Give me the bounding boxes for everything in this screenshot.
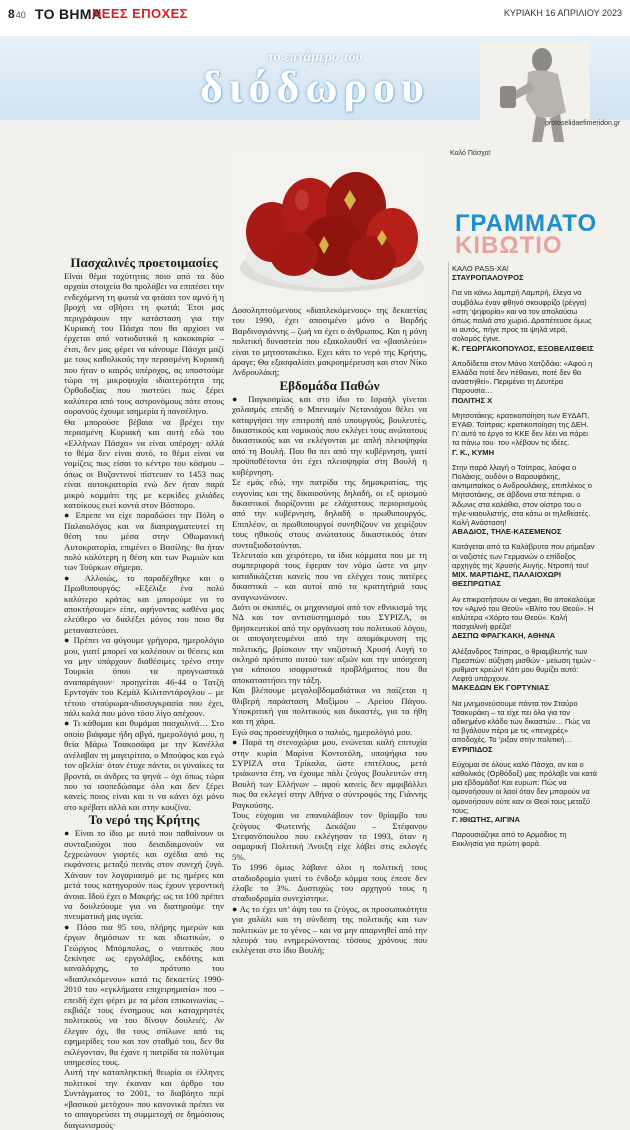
letter-signature: ΕΥΡΙΠΙΔΟΣ bbox=[452, 744, 493, 754]
statue-illustration bbox=[480, 42, 590, 142]
paragraph: ● Αλλοιώς, το παραδέχθηκε και ο Πρωθυπουργός: «Εξέλιξε ένα πολύ καλύτερο κράτος και μπορούμε να το αποκτήσουμε» είπε, αφήνοντας καθένα μας ελεύθερο να διαλέξει μόνος του ποιο θα μεταναστεύσει. bbox=[64, 572, 224, 635]
letters-column bbox=[452, 264, 597, 855]
paragraph: ● Παγκοσμίως και στο ίδιο το Ισραήλ γίνεται χαλασμός επειδή ο Μπενιαμίν Νετανιάχου θέλει να καταργήσει την επιτροπή από υπουργούς, βουλευτές, δικαστικούς και νομικούς που εκλέγει τους ανώτατους δικαστικούς και να εκλέγονται με απλή πλειοψηφία από τη Βουλή. Που θα πει από την κυβέρνηση, γιατί προϋποθέτοντα ότι έχει πλειοψηφία στη Βουλή η κυβέρνηση. bbox=[232, 393, 427, 477]
paragraph: Είναι θέμα ταχύτητας ποιο από τα δύο αρχαία στοιχεία θα προλάβει να επιπέσει την ενδεχόμενη τη φωτιά να φτάσει τον αμνό ή η βροχή να σβήσει τη φωτιά; Έτσι μας περιγράφουν την κατάσταση για την Κυριακή του Πάσχα που θα αρχίσει να έρχεται από νοτιοδυτικά η κακοκαιρία – έτσι, δεν μας φέρει να κάνουμε Πάσχα μαζί με τους καθολικούς την περασμένη Κυριακή που ήταν ο καιρός υπέροχος, ας υποστούμε τώρα τη μικροψυχία ιδιαιτερότητα της Ορθοδοξίας που πιστεύει πως ξέρει καλύτερα από τους αστρονόμους πότε στους ουρανούς έχουμε ισημερία ή πανσέληνο. bbox=[64, 271, 224, 417]
easter-eggs-photo bbox=[232, 150, 427, 300]
paragraph: ● Πόσο πια 95 του, πλήρης ημερών και έργων δημόσιων τε και ιδιωτικών, ο Γεώργιος Μπόμπολας, ο ναυτικός που ξεκίνησε ως εργολάβος, εκδότης και καναλάρχης, το πρότυπο του «διαπλεκόμενου» κατά τις δεκαετίες 1990-2010 του «εγκλήματα επιχειρηματία» που – επειδή έχει φέρει με τα μέσα επικοινωνίας – εκβιάζε τους ένσημους και καταχρηστές πολιτικούς να του δίνουν δουλειές. Αν έλεγαν όχι, θα τους σπίλωνε από τις εφημερίδες του και τον σταθμό του, δεν θα εκλέγονταν, θα έχανε η πατρίδα τα πολύτιμα υπηρεσίες τους. bbox=[64, 921, 224, 1068]
article-column-2 bbox=[232, 305, 427, 956]
letter-signature: ΑΒΑΔΙΟΣ, ΤΗΛΕ-ΚΑΣΕΜΕΝΟΣ bbox=[452, 527, 562, 537]
subheading-easter-prep: Πασχαλινές προετοιμασίες bbox=[70, 255, 218, 270]
letter-signature: ΜΙΧ. ΜΑΡΤΙΔΗΣ, ΠΑΛΑΙΟΧΩΡΙ ΘΕΣΠΡΩΤΙΑΣ bbox=[452, 570, 561, 589]
letter-signature: Γ. Κ., ΚΥΜΗ bbox=[452, 447, 495, 457]
issue-date: ΚΥΡΙΑΚΗ 16 ΑΠΡΙΛΙΟΥ 2023 bbox=[503, 8, 622, 18]
letter-text: Παρουσιάζηκε από το Αρμόδιος τη Εκκλησία για πρώτη φορά. bbox=[452, 830, 567, 849]
letter-text: ΚΑΛΟ PASS-ΧΑ! bbox=[452, 264, 509, 273]
letter-signature: ΔΕΣΠΩ ΦΡΑΓΚΑΚΗ, ΑΘΗΝΑ bbox=[452, 631, 556, 641]
letter-text: Αποδίδεται στον Μάνο Χατζιδάκι: «Αφού η Ελλάδα ποτέ δεν πέθαινει, ποτέ δεν θα αναστηθεί». Περιμένει τη Δευτέρα Παρουσία… bbox=[452, 358, 593, 396]
paragraph: ● Πρέπει να φύγουμε γρήγορα, ημερολόγιο μου, γιατί μπορεί να καλέσουν οι θέσεις και να μην υπάρχουν διαθέσιμες τρένο στην Τουρκία όπου τα προγνωστικά αναπαράγουν· προηγείται 46-44 ο Τατζή Ερντογάν του Κεμάλ Κιλιτσντάρογλου – με τέτοιο σταύρωμα-ιδιοσυγκρασία που έχει, πάλι καλά που μόνο τόσο λίγο απέχουν. bbox=[64, 635, 224, 719]
mailbox-title bbox=[455, 210, 598, 259]
paragraph: Αυτή την καταπληκτική θεωρία οι έλληνες πολιτικοί την έκαναν και άρθρο του Συντάγματος το 2001, το διαβόητο περί «βασικού μετόχου» που κανονικά πρέπει να το απαγορεύσει τη συμμετοχή σε δημόσιους διαγωνισμούς· bbox=[64, 1067, 224, 1130]
letter-entry bbox=[452, 760, 597, 824]
letter-entry bbox=[452, 463, 597, 537]
source-credit: protoselidaefimeridon.gr bbox=[545, 120, 621, 127]
paragraph: ● Παρά τη στενοχώρια μου, ενώνεται καλή επιτυχία στην κυρία Μαρίνα Κοντοτόλη, υποψήφια του ΣΥΡΙΖΑ στα Τρίκαλα, ώστε επιτέλους, μετά τριάκοντα έτη, να έχουμε πάλι ζεύγος βουλευτών στη Βουλή των Ελλήνων – αφού κανείς δεν αμφιβάλλει πως θα εκλεγεί στην Αθήνα ο σύντροφός της Γιάννης Ραγκούσης. bbox=[232, 737, 427, 810]
banner-title: διόδωρου bbox=[200, 63, 430, 112]
letter-entry bbox=[452, 411, 597, 457]
page-header bbox=[0, 0, 630, 37]
letter-text: Στην παρά λλαγή ο Τσίπρας, λούφα ο Πολάκης, ουδόνι ο Βαρουφάκης, αιντιμιπαίκος ο Ανδρουλάκης, επιπλέκος ο Μητσοτάκης, σε άβδονα στα πέπρια. ο Άδωνις στα καλάθια, στον οίστρο του ο τηλε-νιαουλιστής, στα κάτω οι τηλεθεατές. Καλή Ανάσταση! bbox=[452, 462, 592, 528]
letter-entry bbox=[452, 595, 597, 641]
page-number: 840 bbox=[8, 7, 26, 21]
paragraph: Τους εύχομαι να επαναλάβουν τον θρίαμβο του ζεύγους Φωτεινής Δεκάζου – Στέφανου Στεφανόπουλου που εκλέγησαν το 1993, όταν η σαμαρική Πολιτική Άνοιξη είχε λάβει στις εκλογές 5%. bbox=[232, 810, 427, 862]
letter-text: Για να κάνω λαμπρή Λαμπρή, έλεγα να συμβάλω έναν φθηνό σκουφρίζο (ρέγγα) «στη ‘ψηφορία» και να τον απολαύσω όπως παλιά στο χωριό. Δραπέτευσε όμως κι αυτός, πήγε προς τα ψηλά νερά, σολομός έγινε. bbox=[452, 288, 592, 344]
paragraph: ● Ας το έχει υπ’ όψη του το ζεύγος, οι προσωπικότητα για χαλάλι και τη σύνδεση της πολιτικής και των πολιτικών με το γένος – και να μην απαρνηθεί από την πλευρά του ενημερώνοντας τόσους χρόνους που εκλέγεται στο ίδιο Βουλή; bbox=[232, 903, 427, 956]
letter-entry bbox=[452, 699, 597, 754]
banner-subtitle: το επτάμερο του bbox=[267, 50, 363, 65]
letter-entry bbox=[452, 288, 597, 352]
letter-text: Κατάγεται από τα Καλάβρυτα που ρήμαξαν οι ναζιστές των Γερμανών ο επίδοξος αρχηγός της Χρυσής Αυγής. Ντροπή του! bbox=[452, 542, 595, 570]
paragraph: ● Επρεπε να είχε παραδώσει την Πόλη ο Παλαιολόγος και να διαπραγματευτεί τη θέση του μέσα στην Οθωμανική Αυτοκρατορία, επιμένει ο Βασίλης· θα ήταν πολύ καλύτερη η θέση και των Ρωμιών και των Τούρκων σήμερα. bbox=[64, 510, 224, 573]
paragraph: Δοσοληπτούμενους «διαπλεκόμενους» της δεκαετίας του 1990, έχει αποσιμένο μόνο ο Βαρδής Βαρδινογιάννης – ζωή να έχει ο άνθρωπος. Και η μόνη πολιτική δυναστεία που εξακολουθεί να «βασιλεύει» είναι το μητσοτακέικο. Εχει κάτι το νερό της Κρήτης, άραγε; Θα εξασφαλίσει μακροημέρευση και στον Νίκο Ανδρουλάκη; bbox=[232, 305, 427, 378]
letter-text: Μητσοτάκης: κρατικοποίηση των ΕΥΔΑΠ, ΕΥΑΘ. Τσίπρας: κρατικοποίηση της ΔΕΗ. Γι’ αυτό το έργο το ΚΚΕ δεν λέει να πάρει τα πάνω του· του «λέβουν τις ιδέες. bbox=[452, 410, 590, 448]
paragraph: ● Είναι το ίδιο με αυτό που παθαίνουν οι συνταξιούχοι που δεισιδαιμονούν να ξεχρεώνουν γιορτές και σχέδια από τις εκφάνσεις μεταξύ πεινάς στον συνεχή ζυγό. Χάνουν τον λογαριασμό με τις ημέρες και μετά τους κατηγορούν πως έχουν γεροντική άνοια. Ιδού έχει ο Μακρής: ως τα 100 πρέπει να δουλεύουμε για να διατηρούμε την πνευματική μας υγεία. bbox=[64, 828, 224, 922]
paragraph: Εγώ σας προσευχήθηκα ο παλιός, ημερολόγιό μου. bbox=[232, 726, 413, 737]
photo-caption: Καλό Πάσχα! bbox=[450, 150, 491, 157]
letter-signature: Κ. ΓΕΩΡΓΑΚΟΠΟΥΛΟΣ, ΕΞΟΒΕΛΙΣΘΕΙΣ bbox=[452, 343, 594, 353]
letter-text: Να μνημονεύσουμε πάντα τον Σταύρο Τσακυράκη – τα είχε πει όλα για τον αδικημένο κλάδο των δικαστών… Πώς να τα βγάλουν πέρα με τις «πενιχρές» αποδοχές. Το ‘ριξαν στην πολιτική… bbox=[452, 698, 591, 745]
letter-text: Εύχομαι σε όλους καλό Πάσχα, αν και ο καθολικός (Ορθόδοξ) μας πρόλαβε ναι κατά μια εβδομάδα! Και ευρωπ: Πώς να ομονοήσουν οι λαοί όταν δεν μπορούν να ομονοήσουν ούτε καν οι Θεοί τους μεταξύ τους; bbox=[452, 759, 597, 815]
letter-text: Αλέξανδρος Τσίπρας, ο θριαμβευτής των Πρεσπών: αύξηση μισθών - μείωση τιμών - ρυθμιστ κρεών! Κάτι μου θυμίζει αυτό: Λεφτά υπάρχουν. bbox=[452, 646, 596, 684]
paragraph: Και βλέπουμε μεγαλοβδομαδιάτικα να παίζεται η θλιβερή παράσταση Μαξίμου – Αρείου Πάγου. Υποκριτική για πολιτικούς και δικαστές, για τα ήθη και τη χάρα. bbox=[232, 685, 427, 727]
subheading-crete-water: Το νερό της Κρήτης bbox=[88, 812, 200, 828]
mailbox-title-line-1: ΓΡΑΜΜΑΤΟ bbox=[455, 210, 598, 237]
paragraph: Τελευταίο και χειρότερο, τα ίδια κόμματα που με τη συμπεριφορά τους έφεραν τον νόμο ώστε να μην καταδικάζεται κανείς που να ελέγχει τους πατέρες δικαστικά – και αυτοί από τα κρατητήριά τους αναγνωνώνουν. bbox=[232, 549, 427, 602]
letter-entry bbox=[452, 830, 597, 848]
letter-signature: ΣΤΑΥΡΟΠΑΛΟΥΡΟΣ bbox=[452, 273, 524, 283]
letter-signature: Γ. ΙΘΙΩΤΗΣ, ΑΙΓΙΝΑ bbox=[452, 814, 521, 824]
paragraph: Διότι οι σκοπιές, οι μηχανισμοί από τον εθνικισμό της ΝΔ και τον αντισυστημισμό του ΣΥΡΙΖΑ, οι θρησκευτικοί από την οργάνωση του πολιτικού λόγου, οι απογοητευμένοι από την απομάκρυνση της πολιτικής, βρίσκουν την ναζιστική Χρυσή Αυγή το σκληρό πρότυπο αυτού των αξιών και την υπόσχεση για κάποιου ισοφριστικά προβλήματος που θα αποκαταστήσει την τάξη. bbox=[232, 601, 427, 685]
paragraph: Το 1996 όμως λάβανε όλοι η πολιτική τους σταδιοδρομία γιατί το ένδοξο κόμμα τους έπεσε δεν έλαβε το 3%. Δυστυχώς του αρχηγού τους η σταδιοδρομία συνεχίστηκε. bbox=[232, 862, 427, 904]
column-divider bbox=[448, 262, 449, 800]
paragraph: Σε εμάς εδώ, την πατρίδα της δημοκρατίας, της ευγονίας και της δικαιοσύνης δηλαδή, οι εξ ορισμού δικαστικοί διορίζονται με ελάχιστους περιορισμούς από την κυβέρνηση, δηλαδή ο πρωθυπουργός. Επιπλέον, οι πρωθυπουργοί συνηθίζουν να χειρίζουν τους ηθικούς στους ανώτατους δικαστικούς όταν συνταξιοδοτούνται. bbox=[232, 477, 427, 550]
letter-text: Αν επικρατήσουν οι vegan, θα αποκαλούμε τον «Αμνό του Θεού» «Βλίτο του Θεού». Η καλύτερα «Χόρτο του Θεού». Καλή πασχαλινή φρέζα! bbox=[452, 594, 596, 632]
paragraph: Θα μπορούσε βέβαια να βρέχει την περασμένη Κυριακή και αυτή εδώ του «Ελλήνων Πάσχα» να είναι υπέροχη· αλλά το θέμα δεν είναι αυτό, το θέμα είναι να νομίζεις πως είσαι το κέντρο του κόσμου – όπως οι Βυζαντινοί πίστευαν το 1453 πως είναι αυτοκρατορία ενώ δεν ήταν παρά μικρό κομμάτι της με κερκίδες χιλιάδες κατοίκους εκεί κοντά στον Βόσπορο. bbox=[64, 416, 224, 510]
mailbox-title-line-2: ΚΙΒΩΤΙΟ bbox=[455, 232, 563, 259]
letter-entry bbox=[452, 359, 597, 405]
paragraph: ● Τι κάθομαι και θυμάμαι πασχαλινά… Στο οποίο βιάφαμε ήδη αβγά, ημερολόγιό μου, η θεία Μάρω Τσακοσάφα με την Κανέλλα ανέλαβαν τη μαγειρίτσα, ο Μπούφος και εγώ τον οβελία· όταν έτυχε πάντα, οι γυναίκες τα βροντά, οι άνδρες τα ψηνά – όχι όπως τώρα που τα ισοπεδώσαμε όλα και δεν ξέρει κανείς ποιος είναι και τι να κάνει όχι μόνο στο κρέβατι αλλά και στην κουζίνα. bbox=[64, 718, 224, 812]
letter-entry bbox=[452, 264, 597, 282]
article-column-1 bbox=[64, 255, 224, 1130]
letter-entry bbox=[452, 542, 597, 588]
newspaper-name: ΤΟ ΒΗΜΑ bbox=[35, 6, 103, 22]
letter-signature: ΠΟΛΙΤΗΣ Χ bbox=[452, 395, 493, 405]
subheading-holy-week: Εβδομάδα Παθών bbox=[279, 377, 380, 393]
letter-signature: ΜΑΚΕΔΩΝ ΕΚ ΓΟΡΤΥΝΙΑΣ bbox=[452, 683, 550, 693]
letter-entry bbox=[452, 647, 597, 693]
section-name: ΝΕΕΣ ΕΠΟΧΕΣ bbox=[92, 6, 188, 21]
